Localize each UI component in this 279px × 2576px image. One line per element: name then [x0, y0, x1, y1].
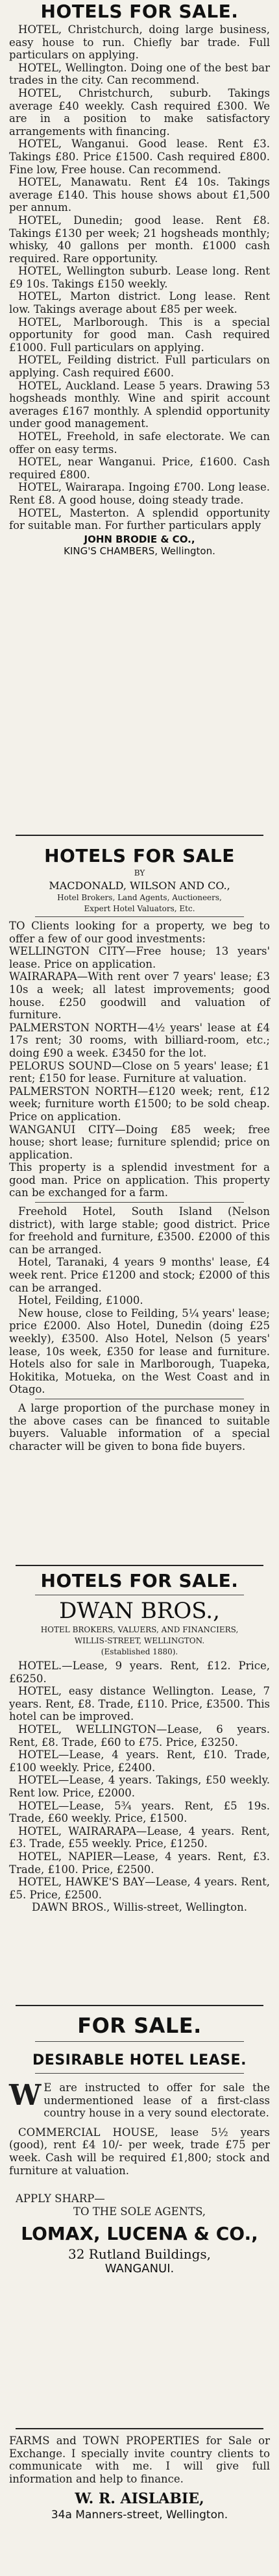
listing-paragraph: HOTEL, near Wanganui. Price, £1600. Cash required £800.: [9, 456, 270, 481]
ad-john-brodie: [0, 0, 279, 557]
ad-dwan-bros: [0, 1561, 279, 1914]
listing-paragraph: HOTEL, easy distance Wellington. Lease, 7 years. Rent, £8. Trade, £110. Price, £3500. This hotel can be improved.: [9, 1685, 270, 1723]
ad2-intro: TO Clients looking for a property, we beg to offer a few of our good investments:: [9, 920, 270, 945]
ad2-tagline-1: Hotel Brokers, Land Agents, Auctioneers,: [57, 893, 222, 902]
ad3-footer: DAWN BROS., Willis-street, Wellington.: [32, 1901, 247, 1914]
listing-paragraph: Hotel, Feilding, £1000.: [18, 1294, 143, 1307]
ad2-closing: A large proportion of the purchase money in the above cases can be financed to suitable buyers. Valuable information of a special character will be given to bona fide buyers.: [9, 1401, 270, 1453]
divider: [35, 2041, 244, 2042]
ad4-subtitle: DESIRABLE HOTEL LEASE.: [32, 2052, 247, 2068]
listing-paragraph: HOTEL, Freehold, in safe electorate. We can offer on easy terms.: [9, 430, 270, 456]
listing-paragraph: HOTEL, Christchurch, suburb. Takings average £40 weekly. Cash required £300. We are in a position to make satisfactory arrangements with financing.: [9, 86, 270, 138]
listing-paragraph: HOTEL, Marton district. Long lease. Rent low. Takings average about £85 per week.: [9, 290, 270, 316]
ad5-text: FARMS and TOWN PROPERTIES for Sale or Exchange. I specially invite country clients to communicate with me. I will give full information and help to finance.: [9, 2435, 270, 2485]
listing-paragraph: This property is a splendid investment for a good man. Price on application. This property can be exchanged for a farm.: [9, 1161, 270, 1199]
listing-paragraph: WAIRARAPA—With rent over 7 years' lease; £3 10s a week; all latest improvements; good house. £250 goodwill and valuation of furniture.: [9, 970, 270, 1022]
ad4-text-2: COMMERCIAL HOUSE, lease 5½ years (good), rent £4 10/- per week, trade £75 per week. Cash will be required £1,800; stock and furniture at valuation.: [9, 2126, 270, 2177]
listing-paragraph: HOTEL, Marlborough. This is a special opportunity for good man. Cash required £1000. Full particulars on applying.: [9, 315, 270, 354]
ad4-body: [9, 2081, 270, 2120]
listing-paragraph: HOTEL—Lease, 5¾ years. Rent, £5 19s. Trade, £60 weekly. Price, £1500.: [9, 1799, 270, 1825]
listing-paragraph: HOTEL, Wellington suburb. Lease long. Rent £9 10s. Takings £150 weekly.: [9, 265, 270, 290]
ad3-firm: DWAN BROS.,: [59, 1598, 220, 1624]
listing-paragraph: HOTEL, WELLINGTON—Lease, 6 years. Rent, £8. Trade, £60 to £75. Price, £3250.: [9, 1723, 270, 1748]
ad4-firm: LOMAX, LUCENA & CO.,: [21, 2223, 258, 2245]
listing-paragraph: HOTEL, Manawatu. Rent £4 10s. Takings average £140. This house shows about £1,500 per annum.: [9, 176, 270, 214]
listing-paragraph: HOTEL, Auckland. Lease 5 years. Drawing 53 hogsheads monthly. Wine and spirit account averages £167 monthly. A splendid opportunity under good management.: [9, 379, 270, 430]
listing-paragraph: HOTEL, Feilding district. Full particulars on applying. Cash required £600.: [9, 354, 270, 380]
divider: [16, 835, 263, 836]
divider: [35, 2073, 244, 2074]
ad4-city: WANGANUI.: [104, 2262, 175, 2276]
ad1-agent: JOHN BRODIE & CO.,: [84, 533, 195, 545]
listing-paragraph: PALMERSTON NORTH—4½ years' lease at £4 17s rent; 30 rooms, with billiard-room, etc.; doing £90 a week. £3450 for the lot.: [9, 1021, 270, 1059]
listing-paragraph: HOTEL.—Lease, 9 years. Rent, £12. Price, £6250.: [9, 1660, 270, 1685]
ad5-name: W. R. AISLABIE,: [75, 2490, 204, 2508]
ad4-title: FOR SALE.: [77, 2013, 202, 2038]
listing-paragraph: WELLINGTON CITY—Free house; 13 years' lease. Price on application.: [9, 945, 270, 970]
listing-paragraph: PALMERSTON NORTH—£120 week; rent, £12 week; furniture worth £1500; to be sold cheap. Price on application.: [9, 1085, 270, 1123]
ad5-address: 34a Manners-street, Wellington.: [51, 2509, 228, 2522]
listing-paragraph: HOTEL—Lease, 4 years. Takings, £50 weekly. Rent low. Price, £2000.: [9, 1774, 270, 1799]
listing-paragraph: HOTEL, HAWKE'S BAY—Lease, 4 years. Rent, £5. Price, £2500.: [9, 1876, 270, 1901]
ad-aislabie: [0, 2424, 279, 2521]
divider: [16, 1565, 263, 1566]
ad2-listings: [9, 945, 270, 1199]
divider: [35, 916, 244, 917]
divider: [35, 1202, 244, 1203]
ad-macdonald-wilson: [0, 831, 279, 1453]
ad3-title: HOTELS FOR SALE.: [40, 1570, 239, 1591]
ad4-address: 32 Rutland Buildings,: [67, 2246, 212, 2263]
listing-paragraph: HOTEL, Masterton. A splendid opportunity for suitable man. For further particulars apply: [9, 506, 270, 532]
ad4-dropcap: W: [9, 2079, 42, 2112]
listing-paragraph: HOTEL, Dunedin; good lease. Rent £8. Takings £130 per week; 21 hogsheads monthly; whisky, 40 gallons per month. £1000 cash required. Rare opportunity.: [9, 214, 270, 265]
ad2-tagline-2: Expert Hotel Valuators, Etc.: [84, 904, 195, 913]
ad1-listings: [9, 23, 270, 532]
ad2-by: BY: [134, 868, 145, 877]
ad3-established: (Established 1880).: [101, 1647, 178, 1656]
ad3-listings: [9, 1660, 270, 1901]
listing-paragraph: HOTEL—Lease, 4 years. Rent, £10. Trade, £100 weekly. Price, £2400.: [9, 1748, 270, 1774]
ad-lomax-lucena: [0, 2001, 279, 2275]
listing-paragraph: HOTEL, Wellington. Doing one of the best bar trades in the city. Can recommend.: [9, 61, 270, 87]
listing-paragraph: HOTEL, Wanganui. Good lease. Rent £3. Takings £80. Price £1500. Cash required £800. Fine low, Free house. Can recommend.: [9, 138, 270, 176]
listing-paragraph: WANGANUI CITY—Doing £85 week; free house; short lease; furniture splendid; price on application.: [9, 1123, 270, 1161]
listing-paragraph: HOTEL, Christchurch, doing large business, easy house to run. Chiefly bar trade. Full particulars on applying.: [9, 23, 270, 62]
ad4-apply: APPLY SHARP—: [16, 2192, 105, 2205]
listing-paragraph: Hotel, Taranaki, 4 years 9 months' lease, £4 week rent. Price £1200 and stock; £2000 of this can be arranged.: [9, 1256, 270, 1294]
ad1-address: KING'S CHAMBERS, Wellington.: [64, 545, 215, 557]
listing-paragraph: HOTEL, WAIRARAPA—Lease, 4 years. Rent, £3. Trade, £55 weekly. Price, £1250.: [9, 1824, 270, 1850]
ad4-to: TO THE SOLE AGENTS,: [73, 2205, 206, 2218]
ad3-tagline-2: WILLIS-STREET, WELLINGTON.: [74, 1636, 205, 1645]
listing-paragraph: New house, close to Feilding, 5¼ years' lease; price £2000. Also Hotel, Dunedin (doing £25 weekly), £3500. Also Hotel, Nelson (5 years' lease, 10s week, £350 for lease and furniture. Hotels also for sale in Marlborough, Tuapeka, Hokitika, Motueka, on the West Coast and in Otago.: [9, 1306, 270, 1396]
divider: [16, 2428, 263, 2429]
ad2-listings-2: [9, 1205, 270, 1396]
listing-paragraph: PELORUS SOUND—Close on 5 years' lease; £1 rent; £150 for lease. Furniture at valuation.: [9, 1059, 270, 1085]
ad1-title: HOTELS FOR SALE.: [40, 1, 239, 22]
ad2-title: HOTELS FOR SALE: [44, 845, 235, 866]
ad4-text-1-body: E are instructed to offer for sale the undermentioned lease of a first-class country house in a very sound electorate.: [43, 2081, 270, 2120]
ad3-tagline-1: HOTEL BROKERS, VALUERS, AND FINANCIERS,: [40, 1625, 239, 1634]
ad2-firm: MACDONALD, WILSON AND CO.,: [49, 879, 230, 892]
divider: [16, 2005, 263, 2006]
ad4-text-1: [9, 2081, 270, 2120]
listing-paragraph: HOTEL, Wairarapa. Ingoing £700. Long lease. Rent £8. A good house, doing steady trade.: [9, 481, 270, 506]
listing-paragraph: HOTEL, NAPIER—Lease, 4 years. Rent, £3. Trade, £100. Price, £2500.: [9, 1850, 270, 1876]
listing-paragraph: Freehold Hotel, South Island (Nelson district), with large stable; good district. Price for freehold and furniture, £3500. £2000 of this can be arranged.: [9, 1205, 270, 1256]
